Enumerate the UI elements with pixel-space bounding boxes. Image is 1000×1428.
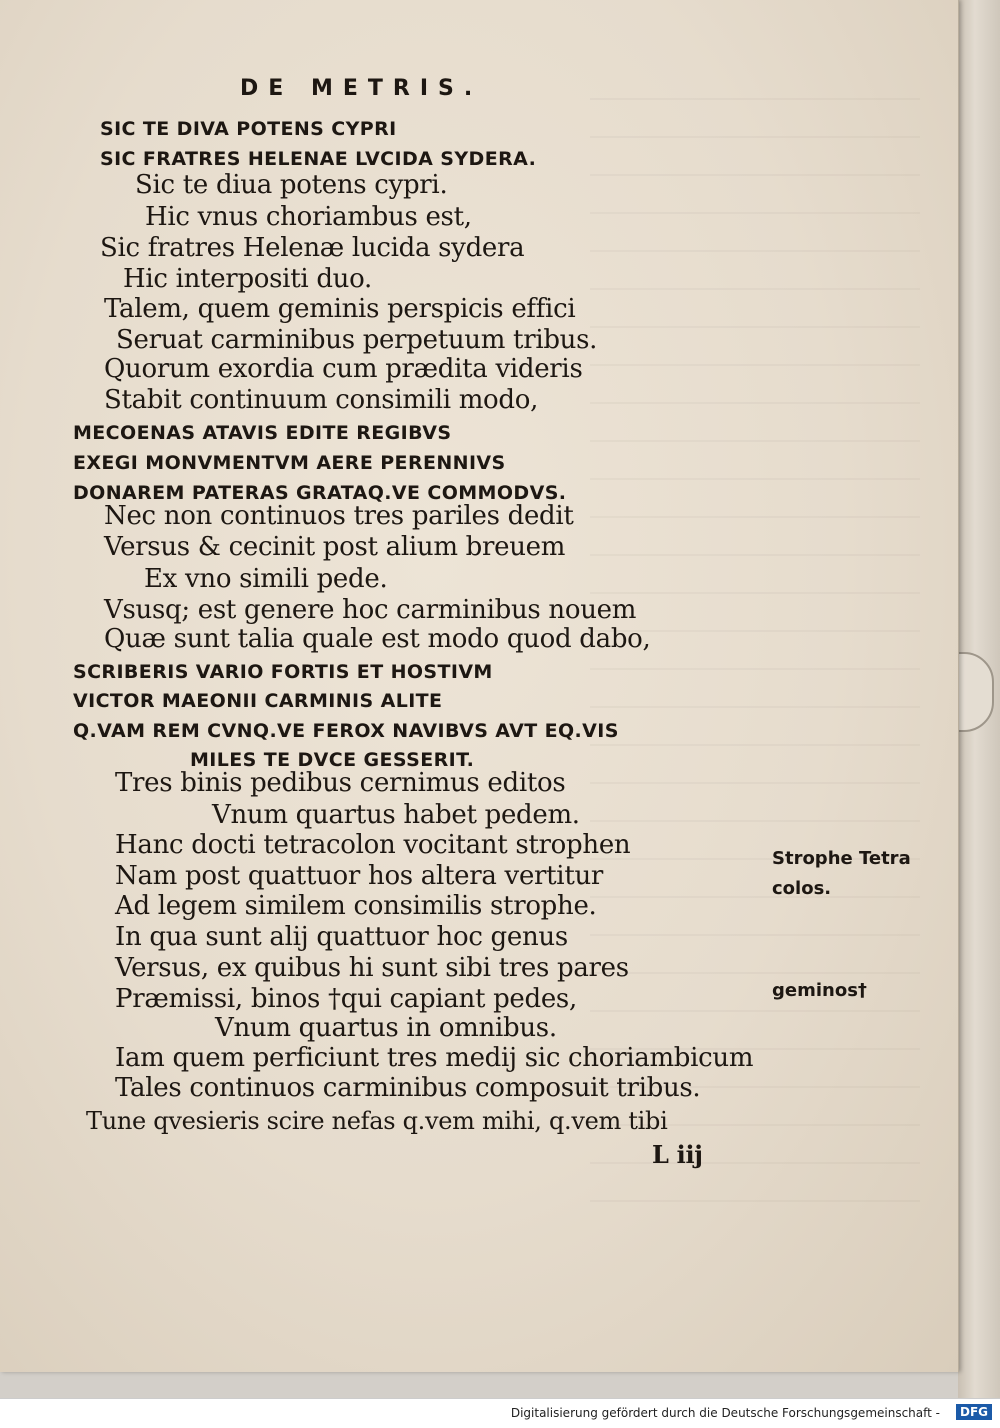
text-line: Iam quem perficiunt tres medij sic choriambicum — [115, 1043, 754, 1073]
text-line: Versus & cecinit post alium breuem — [104, 532, 566, 562]
text-line: Vnum quartus in omnibus. — [215, 1013, 557, 1043]
text-line: Seruat carminibus perpetuum tribus. — [116, 325, 598, 355]
text-line: DONAREM PATERAS GRATAQ.VE COMMODVS. — [73, 482, 567, 504]
text-line: Tune qvesieris scire nefas q.vem mihi, q.vem tibi — [86, 1107, 668, 1135]
text-line: Sic te diua potens cypri. — [135, 170, 448, 200]
signature-mark: L iij — [652, 1140, 703, 1169]
running-head: DE METRIS. — [240, 76, 483, 101]
show-through-text — [590, 70, 920, 1170]
text-line: SIC TE DIVA POTENS CYPRI — [100, 118, 397, 140]
text-line: Ad legem similem consimilis strophe. — [115, 891, 597, 921]
text-line: MILES TE DVCE GESSERIT. — [190, 749, 475, 771]
text-line: Hic vnus choriambus est, — [145, 202, 472, 232]
text-line: Tres binis pedibus cernimus editos — [115, 768, 566, 798]
text-line: Sic fratres Helenæ lucida sydera — [100, 233, 525, 263]
margin-note-geminos: geminos† — [772, 980, 867, 1001]
footer-bar — [0, 1398, 1000, 1428]
text-line: Tales continuos carminibus composuit tribus. — [115, 1073, 701, 1103]
text-line: Stabit continuum consimili modo, — [104, 385, 539, 415]
text-line: Quorum exordia cum prædita videris — [104, 354, 583, 384]
text-line: Hic interpositi duo. — [123, 264, 372, 294]
margin-note-strophe: Strophe Tetra colos. — [772, 848, 911, 899]
text-line: EXEGI MONVMENTVM AERE PERENNIVS — [73, 452, 506, 474]
text-line: MECOENAS ATAVIS EDITE REGIBVS — [73, 422, 452, 444]
dfg-logo: DFG — [956, 1404, 992, 1420]
text-line: Vnum quartus habet pedem. — [212, 800, 580, 830]
text-line: Versus, ex quibus hi sunt sibi tres pares — [115, 953, 629, 983]
text-line: Vsusq; est genere hoc carminibus nouem — [104, 595, 637, 625]
text-line: Talem, quem geminis perspicis effici — [104, 294, 576, 324]
text-line: Nam post quattuor hos altera vertitur — [115, 861, 604, 891]
text-line: In qua sunt alij quattuor hoc genus — [115, 922, 568, 952]
text-line: Nec non continuos tres pariles dedit — [104, 501, 574, 531]
text-line: SCRIBERIS VARIO FORTIS ET HOSTIVM — [73, 661, 493, 683]
footer-credit: Digitalisierung gefördert durch die Deutsche Forschungsgemeinschaft - — [510, 1406, 940, 1420]
text-line: Hanc docti tetracolon vocitant strophen — [115, 830, 631, 860]
text-line: Præmissi, binos †qui capiant pedes, — [115, 984, 577, 1014]
text-line: Q.VAM REM CVNQ.VE FEROX NAVIBVS AVT EQ.VIS — [73, 720, 619, 742]
text-line: SIC FRATRES HELENAE LVCIDA SYDERA. — [100, 148, 537, 170]
text-line: VICTOR MAEONII CARMINIS ALITE — [73, 690, 443, 712]
text-line: Ex vno simili pede. — [144, 564, 388, 594]
text-line: Quæ sunt talia quale est modo quod dabo, — [104, 624, 651, 654]
